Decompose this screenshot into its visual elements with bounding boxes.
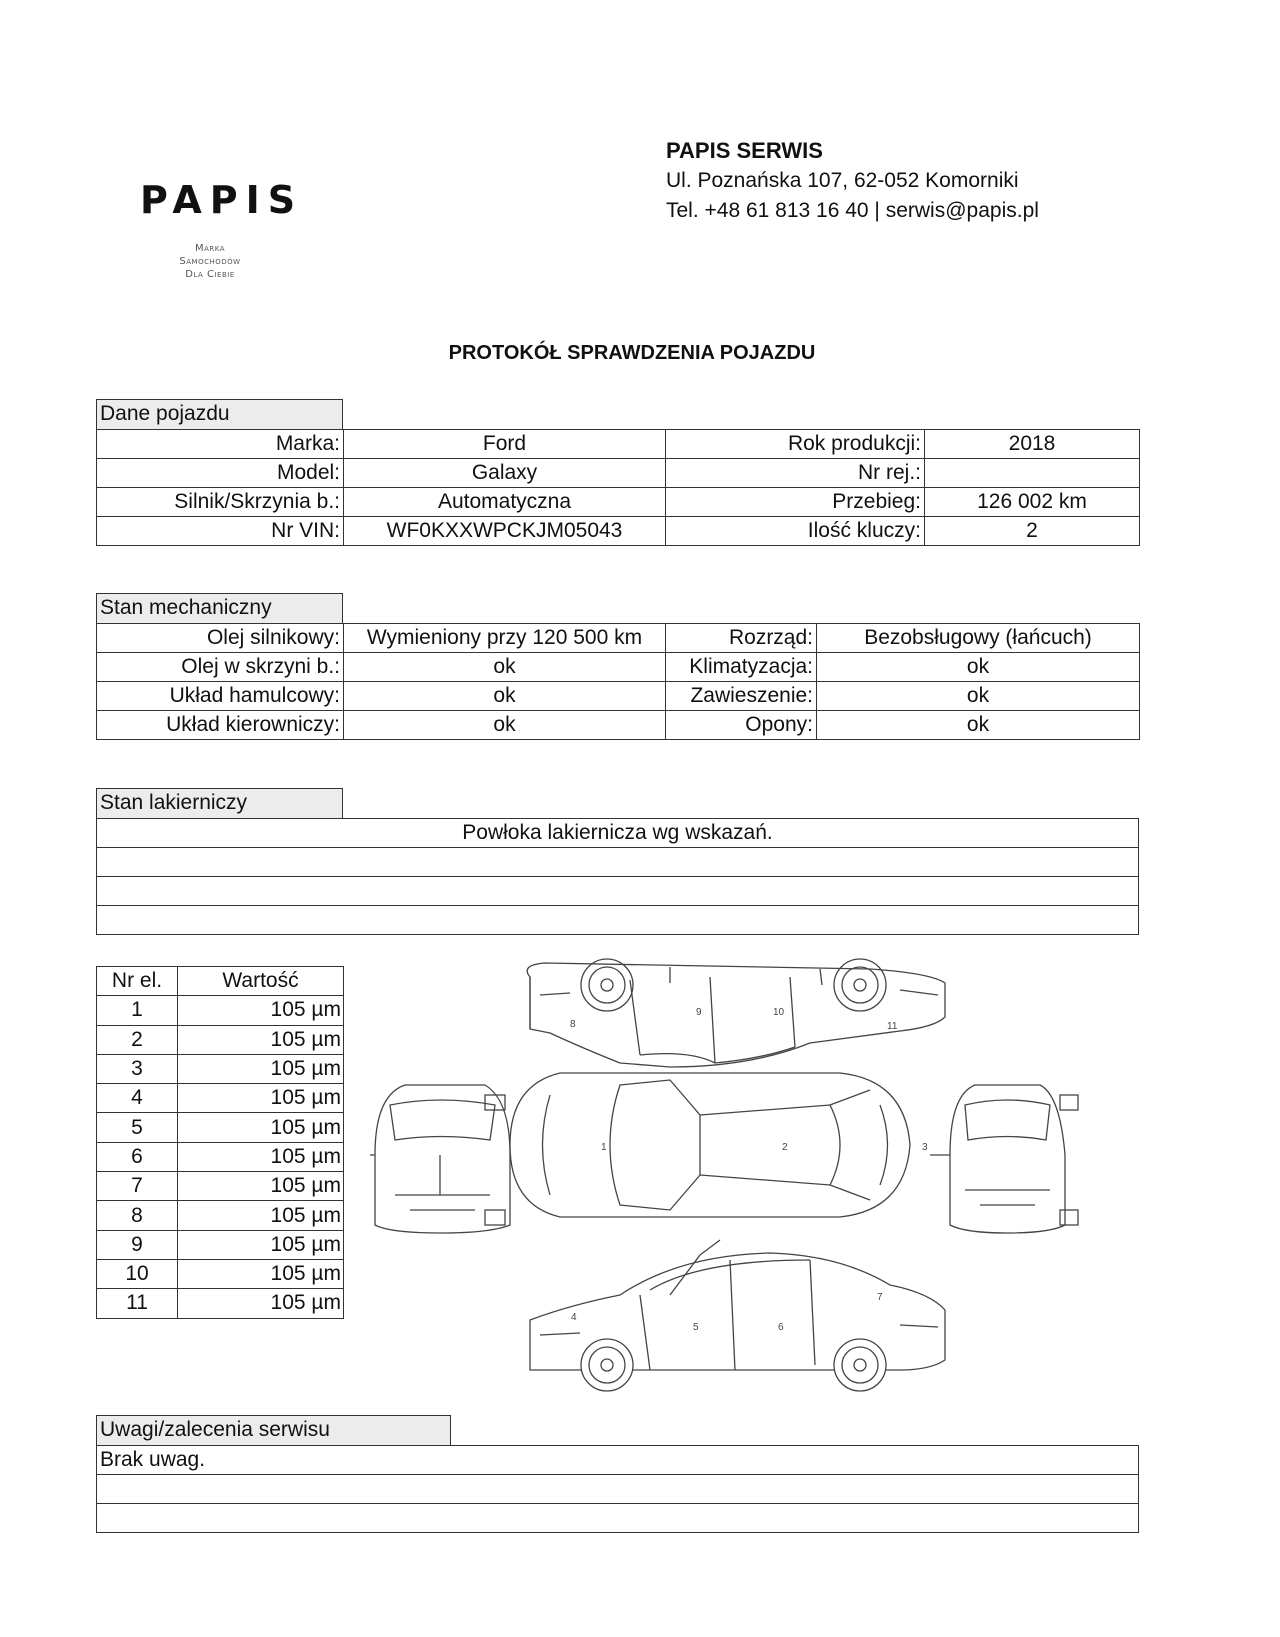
element-nr: 10: [97, 1259, 178, 1288]
element-nr: 4: [97, 1084, 178, 1113]
table-row: [97, 1201, 344, 1230]
mechanical-section-label: Stan mechaniczny: [96, 593, 343, 623]
table-row: [97, 430, 1140, 459]
diagram-number-labels: [570, 1007, 928, 1333]
label-cell: Układ kierowniczy:: [97, 711, 344, 740]
value-cell: ok: [817, 682, 1140, 711]
company-address: Ul. Poznańska 107, 62-052 Komorniki: [666, 169, 1019, 192]
diagram-label-5: 5: [693, 1322, 699, 1333]
label-cell: Opony:: [666, 711, 817, 740]
table-row: [97, 1259, 344, 1288]
value-cell: ok: [817, 711, 1140, 740]
value-cell: 126 002 km: [925, 488, 1140, 517]
element-value: 105 µm: [178, 1142, 344, 1171]
vehicle-section-label: Dane pojazdu: [96, 399, 343, 429]
value-cell: [925, 459, 1140, 488]
element-nr: 8: [97, 1201, 178, 1230]
diagram-label-8: 8: [570, 1019, 576, 1030]
element-value: 105 µm: [178, 1289, 344, 1318]
table-row: [97, 653, 1140, 682]
value-cell: 2: [925, 517, 1140, 546]
element-value: 105 µm: [178, 1025, 344, 1054]
table-row: [97, 459, 1140, 488]
car-front-view: [370, 1085, 510, 1233]
label-cell: Olej w skrzyni b.:: [97, 653, 344, 682]
table-row: [97, 1289, 344, 1318]
table-row: [97, 877, 1139, 906]
value-cell: ok: [344, 711, 666, 740]
table-row: [97, 711, 1140, 740]
value-cell: 2018: [925, 430, 1140, 459]
label-cell: Zawieszenie:: [666, 682, 817, 711]
table-row: [97, 1084, 344, 1113]
paint-line: [97, 848, 1139, 877]
table-row: [97, 848, 1139, 877]
label-cell: Olej silnikowy:: [97, 624, 344, 653]
diagram-label-3: 3: [922, 1142, 928, 1153]
paint-thickness-table: [96, 966, 344, 1319]
table-row: [97, 819, 1139, 848]
mechanical-table: [96, 623, 1140, 740]
paint-line: [97, 877, 1139, 906]
label-cell: Układ hamulcowy:: [97, 682, 344, 711]
company-name: PAPIS SERWIS: [666, 138, 823, 163]
logo: [140, 178, 304, 281]
element-value: 105 µm: [178, 1113, 344, 1142]
label-cell: Marka:: [97, 430, 344, 459]
value-cell: Galaxy: [344, 459, 666, 488]
diagram-label-2: 2: [782, 1142, 788, 1153]
value-cell: Automatyczna: [344, 488, 666, 517]
diagram-label-9: 9: [696, 1007, 702, 1018]
company-header: [666, 136, 1039, 226]
label-cell: Silnik/Skrzynia b.:: [97, 488, 344, 517]
element-nr: 5: [97, 1113, 178, 1142]
value-cell: ok: [344, 682, 666, 711]
diagram-label-4: 4: [571, 1312, 577, 1323]
label-cell: Rok produkcji:: [666, 430, 925, 459]
logo-tagline: Marka Samochodów Dla Ciebie: [179, 243, 241, 280]
label-cell: Rozrząd:: [666, 624, 817, 653]
element-value: 105 µm: [178, 1230, 344, 1259]
table-row: [97, 1025, 344, 1054]
element-value: 105 µm: [178, 1172, 344, 1201]
element-nr: 7: [97, 1172, 178, 1201]
table-row: [97, 1475, 1139, 1504]
element-value: 105 µm: [178, 1054, 344, 1083]
element-value: 105 µm: [178, 1084, 344, 1113]
remarks-line: [97, 1475, 1139, 1504]
table-row: [97, 1230, 344, 1259]
table-row: [97, 906, 1139, 935]
diagram-label-10: 10: [773, 1007, 785, 1018]
label-cell: Klimatyzacja:: [666, 653, 817, 682]
header-value: Wartość: [178, 967, 344, 996]
paint-line: [97, 906, 1139, 935]
label-cell: Nr VIN:: [97, 517, 344, 546]
element-value: 105 µm: [178, 996, 344, 1025]
label-cell: Ilość kluczy:: [666, 517, 925, 546]
remarks-line: Brak uwag.: [97, 1446, 1139, 1475]
remarks-section-label: Uwagi/zalecenia serwisu: [96, 1415, 451, 1445]
element-nr: 1: [97, 996, 178, 1025]
remarks-table: [96, 1445, 1139, 1533]
table-row: [97, 682, 1140, 711]
table-row: [97, 1113, 344, 1142]
remarks-line: [97, 1504, 1139, 1533]
element-nr: 9: [97, 1230, 178, 1259]
value-cell: ok: [817, 653, 1140, 682]
element-value: 105 µm: [178, 1259, 344, 1288]
diagram-label-6: 6: [778, 1322, 784, 1333]
table-row: [97, 996, 344, 1025]
table-row: [97, 517, 1140, 546]
table-header-row: [97, 967, 344, 996]
table-row: [97, 624, 1140, 653]
car-top-view: [510, 1073, 910, 1217]
value-cell: ok: [344, 653, 666, 682]
car-body-diagram: [370, 955, 1100, 1445]
table-row: [97, 1172, 344, 1201]
car-side-view-top: [527, 959, 945, 1067]
document-title: PROTOKÓŁ SPRAWDZENIA POJAZDU: [448, 342, 816, 364]
element-value: 105 µm: [178, 1201, 344, 1230]
value-cell: Ford: [344, 430, 666, 459]
value-cell: WF0KXXWPCKJM05043: [344, 517, 666, 546]
paint-section-label: Stan lakierniczy: [96, 788, 343, 818]
label-cell: Nr rej.:: [666, 459, 925, 488]
element-nr: 11: [97, 1289, 178, 1318]
car-rear-view: [930, 1085, 1078, 1233]
label-cell: Model:: [97, 459, 344, 488]
table-row: [97, 1054, 344, 1083]
company-contact: Tel. +48 61 813 16 40 | serwis@papis.pl: [666, 199, 1039, 222]
paint-table: [96, 818, 1139, 935]
vehicle-table: [96, 429, 1140, 546]
car-side-view-bottom: [530, 1240, 945, 1391]
label-cell: Przebieg:: [666, 488, 925, 517]
value-cell: Wymieniony przy 120 500 km: [344, 624, 666, 653]
logo-wordmark: PAPIS: [140, 178, 304, 222]
diagram-label-11: 11: [887, 1021, 898, 1032]
value-cell: Bezobsługowy (łańcuch): [817, 624, 1140, 653]
diagram-label-1: 1: [601, 1142, 607, 1153]
paint-line: Powłoka lakiernicza wg wskazań.: [97, 819, 1139, 848]
element-nr: 6: [97, 1142, 178, 1171]
table-row: [97, 1446, 1139, 1475]
table-row: [97, 1142, 344, 1171]
table-row: [97, 488, 1140, 517]
header-nr: Nr el.: [97, 967, 178, 996]
element-nr: 2: [97, 1025, 178, 1054]
diagram-label-7: 7: [877, 1292, 883, 1303]
table-row: [97, 1504, 1139, 1533]
element-nr: 3: [97, 1054, 178, 1083]
